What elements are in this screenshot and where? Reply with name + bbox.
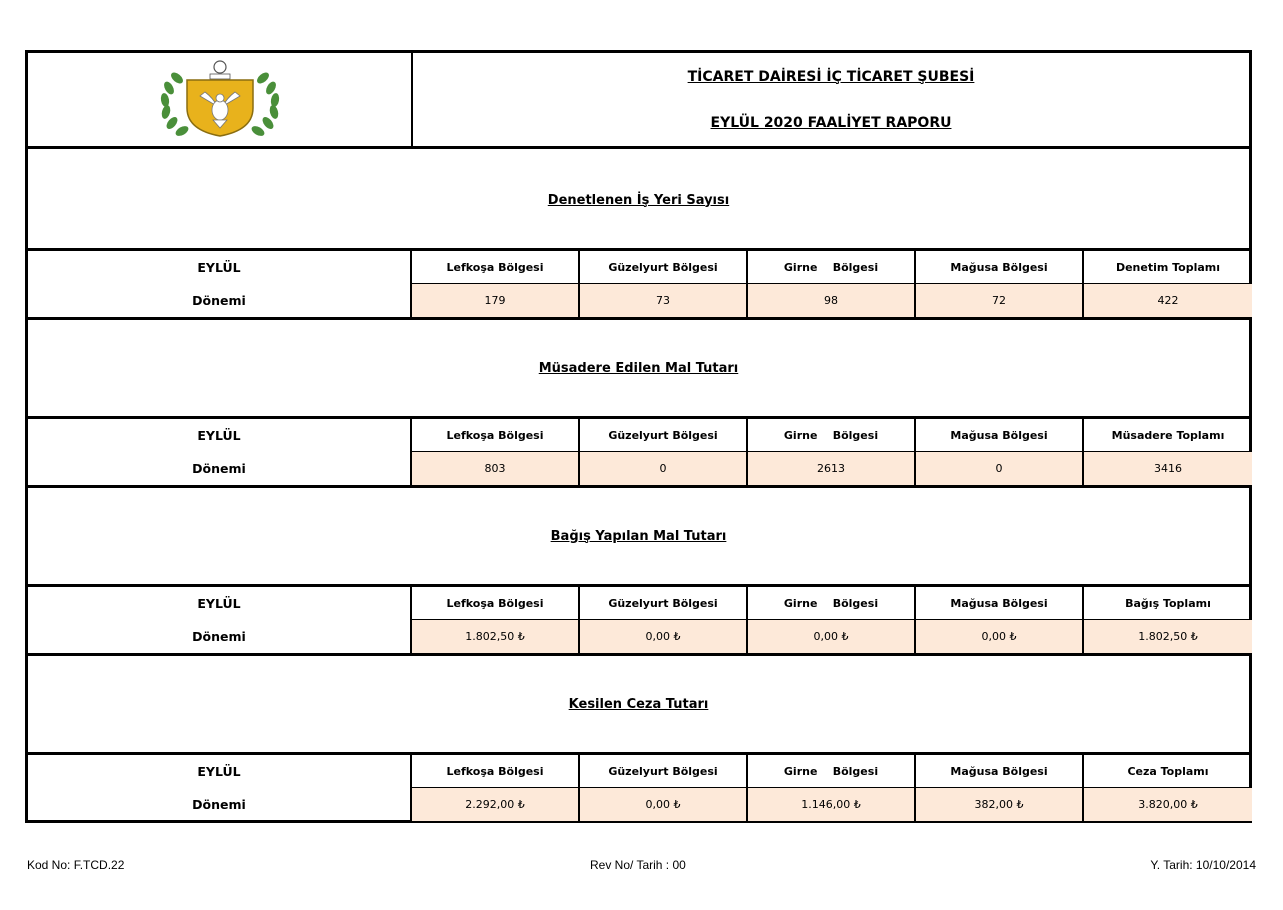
section-title-row: [28, 152, 1249, 251]
column-header: Lefkoşa Bölgesi: [412, 251, 580, 284]
value-cell: 3416: [1084, 452, 1252, 485]
footer-code: Kod No: F.TCD.22: [27, 858, 125, 872]
section-title: Müsadere Edilen Mal Tutarı: [538, 360, 739, 376]
cyprus-emblem-icon: [155, 58, 285, 142]
month-label: EYLÜL: [28, 587, 412, 620]
section-table: [28, 419, 1249, 488]
department-title: TİCARET DAİRESİ İÇ TİCARET ŞUBESİ: [687, 68, 975, 85]
section-table: [28, 587, 1249, 656]
section-title: Bağış Yapılan Mal Tutarı: [550, 528, 727, 544]
value-cell: 72: [916, 284, 1084, 317]
period-label: Dönemi: [28, 788, 412, 821]
column-header: Mağusa Bölgesi: [916, 587, 1084, 620]
value-cell: 1.802,50 ₺: [412, 620, 580, 653]
value-cell: 2.292,00 ₺: [412, 788, 580, 821]
report-header: [28, 53, 1249, 152]
period-label: Dönemi: [28, 284, 412, 317]
value-cell: 0: [580, 452, 748, 485]
column-header: Mağusa Bölgesi: [916, 251, 1084, 284]
section-title: Kesilen Ceza Tutarı: [568, 696, 709, 712]
month-label: EYLÜL: [28, 251, 412, 284]
value-cell: 2613: [748, 452, 916, 485]
section-table: [28, 251, 1249, 320]
value-cell: 0,00 ₺: [916, 620, 1084, 653]
value-cell: 73: [580, 284, 748, 317]
value-cell: 3.820,00 ₺: [1084, 788, 1252, 821]
value-cell: 0: [916, 452, 1084, 485]
value-cell: 179: [412, 284, 580, 317]
footer-revision: Rev No/ Tarih : 00: [590, 858, 686, 872]
column-header: Güzelyurt Bölgesi: [580, 419, 748, 452]
column-header: Güzelyurt Bölgesi: [580, 755, 748, 788]
column-header: Mağusa Bölgesi: [916, 419, 1084, 452]
value-cell: 98: [748, 284, 916, 317]
section-table: [28, 755, 1249, 824]
column-header: Girne Bölgesi: [748, 587, 916, 620]
value-cell: 422: [1084, 284, 1252, 317]
column-header: Girne Bölgesi: [748, 755, 916, 788]
section-title-row: [28, 320, 1249, 419]
month-label: EYLÜL: [28, 755, 412, 788]
column-header: Lefkoşa Bölgesi: [412, 419, 580, 452]
column-header: Güzelyurt Bölgesi: [580, 587, 748, 620]
value-cell: 0,00 ₺: [580, 788, 748, 821]
month-label: EYLÜL: [28, 419, 412, 452]
value-cell: 1.146,00 ₺: [748, 788, 916, 821]
value-cell: 0,00 ₺: [748, 620, 916, 653]
column-header: Mağusa Bölgesi: [916, 755, 1084, 788]
value-cell: 803: [412, 452, 580, 485]
section-title: Denetlenen İş Yeri Sayısı: [547, 192, 730, 208]
footer-date: Y. Tarih: 10/10/2014: [1150, 858, 1256, 872]
value-cell: 0,00 ₺: [580, 620, 748, 653]
logo-cell: [28, 53, 412, 149]
section-title-row: [28, 656, 1249, 755]
column-header: Ceza Toplamı: [1084, 755, 1252, 788]
period-label: Dönemi: [28, 620, 412, 653]
column-header: Denetim Toplamı: [1084, 251, 1252, 284]
column-header: Bağış Toplamı: [1084, 587, 1252, 620]
period-label: Dönemi: [28, 452, 412, 485]
column-header: Lefkoşa Bölgesi: [412, 587, 580, 620]
column-header: Lefkoşa Bölgesi: [412, 755, 580, 788]
value-cell: 1.802,50 ₺: [1084, 620, 1252, 653]
section-title-row: [28, 488, 1249, 587]
column-header: Girne Bölgesi: [748, 251, 916, 284]
report-sheet: [25, 50, 1252, 823]
header-title-cell: [412, 53, 1249, 149]
column-header: Girne Bölgesi: [748, 419, 916, 452]
column-header: Güzelyurt Bölgesi: [580, 251, 748, 284]
report-title: EYLÜL 2020 FAALİYET RAPORU: [710, 114, 952, 131]
value-cell: 382,00 ₺: [916, 788, 1084, 821]
column-header: Müsadere Toplamı: [1084, 419, 1252, 452]
